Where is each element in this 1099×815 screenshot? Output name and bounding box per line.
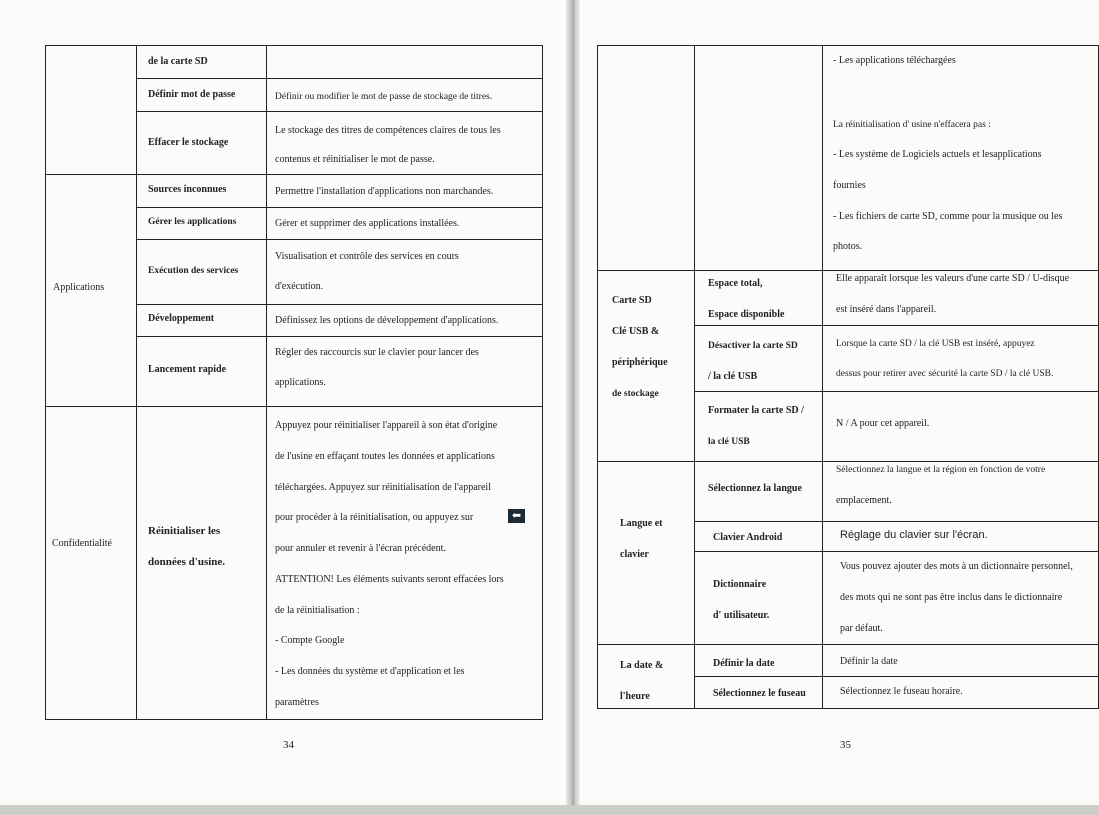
row-label-sources-inconnues: Sources inconnues <box>148 184 227 195</box>
section-label-lheure: l'heure <box>620 691 650 702</box>
row-desc-execution-services-1: Visualisation et contrôle des services en cours <box>275 251 459 262</box>
row-desc-sources-inconnues: Permettre l'installation d'applications non marchandes. <box>275 186 494 197</box>
row-label-definir-date: Définir la date <box>713 658 775 669</box>
section-label-peripherique: périphérique <box>612 357 668 368</box>
reset-desc-line-6: ATTENTION! Les éléments suivants seront effacées lors <box>275 574 504 585</box>
row-desc-definir-mot-de-passe: Définir ou modifier le mot de passe de stockage de titres. <box>275 92 493 102</box>
row-label-espace-disponible: Espace disponible <box>708 309 785 320</box>
section-label-applications: Applications <box>53 282 105 293</box>
row-desc-gerer-applications: Gérer et supprimer des applications installées. <box>275 218 460 229</box>
section-label-clavier: clavier <box>620 549 649 560</box>
row-label-reinitialiser-1: Réinitialiser les <box>148 525 221 537</box>
reset-desc-line-1: Appuyez pour réinitialiser l'appareil à son état d'origine <box>275 420 498 431</box>
section-label-de-stockage: de stockage <box>612 389 659 399</box>
book-gutter <box>566 0 580 815</box>
row-label-selectionnez-langue: Sélectionnez la langue <box>708 483 802 494</box>
reset-desc-line-9: - Les données du système et d'application et les <box>275 666 465 677</box>
row-label-clavier-android: Clavier Android <box>713 532 783 543</box>
section-label-la-date: La date & <box>620 660 664 671</box>
row-desc-developpement: Définissez les options de développement d'applications. <box>275 315 499 326</box>
row-desc-desactiver-1: Lorsque la carte SD / la clé USB est inséré, appuyez <box>836 339 1035 349</box>
reset-desc-line-8: - Compte Google <box>275 635 345 646</box>
row-label-execution-services: Exécution des services <box>148 266 239 276</box>
top-block-line-3: - Les système de Logiciels actuels et lesapplications <box>833 149 1042 160</box>
row-label-definir-mot-de-passe: Définir mot de passe <box>148 89 236 100</box>
section-label-langue-et: Langue et <box>620 518 663 529</box>
row-desc-formater: N / A pour cet appareil. <box>836 418 930 429</box>
row-label-effacer-stockage: Effacer le stockage <box>148 137 229 148</box>
row-desc-effacer-stockage-2: contenus et réinitialiser le mot de passe. <box>275 154 435 165</box>
row-desc-dictionnaire-3: par défaut. <box>840 623 883 634</box>
reset-desc-line-10: paramètres <box>275 697 319 708</box>
reset-desc-line-2: de l'usine en effaçant toutes les données et applications <box>275 451 495 462</box>
row-desc-espace-2: est inséré dans l'appareil. <box>836 304 937 315</box>
top-block-line-2: La réinitialisation d' usine n'effacera pas : <box>833 120 991 130</box>
row-label-dictionnaire-1: Dictionnaire <box>713 579 767 590</box>
row-label-developpement: Développement <box>148 313 215 324</box>
section-label-cle-usb: Clé USB & <box>612 326 660 337</box>
row-label-selectionnez-fuseau: Sélectionnez le fuseau <box>713 688 806 699</box>
page-bottom-edge <box>0 805 1099 815</box>
row-label-lancement-rapide: Lancement rapide <box>148 364 227 375</box>
top-block-line-6: photos. <box>833 241 863 252</box>
row-label-reinitialiser-2: données d'usine. <box>148 556 226 568</box>
row-label-formater-2: la clé USB <box>708 437 750 447</box>
row-label-dictionnaire-2: d' utilisateur. <box>713 610 770 621</box>
reset-desc-line-4: pour procéder à la réinitialisation, ou appuyez sur <box>275 512 474 523</box>
back-arrow-icon: ⬅ <box>508 509 525 523</box>
page-number-right: 35 <box>840 739 851 751</box>
top-block-line-1: - Les applications téléchargées <box>833 55 956 66</box>
page-number-left: 34 <box>283 739 294 751</box>
section-label-carte-sd: Carte SD <box>612 295 652 306</box>
reset-desc-line-7: de la réinitialisation : <box>275 605 360 616</box>
row-label-formater-1: Formater la carte SD / <box>708 405 804 416</box>
row-desc-langue-1: Sélectionnez la langue et la région en fonction de votre <box>836 465 1046 475</box>
row-desc-espace-1: Elle apparaît lorsque les valeurs d'une carte SD / U-disque <box>836 273 1070 284</box>
row-label-desactiver-2: / la clé USB <box>708 371 758 382</box>
row-desc-clavier-android: Réglage du clavier sur l'écran. <box>840 529 988 541</box>
row-desc-lancement-rapide-2: applications. <box>275 377 326 388</box>
row-label-carte-sd: de la carte SD <box>148 56 208 67</box>
row-desc-lancement-rapide-1: Régler des raccourcis sur le clavier pour lancer des <box>275 347 479 358</box>
row-label-espace-total: Espace total, <box>708 278 763 289</box>
row-desc-execution-services-2: d'exécution. <box>275 281 324 292</box>
top-block-line-5: - Les fichiers de carte SD, comme pour la musique ou les <box>833 211 1063 222</box>
row-desc-dictionnaire-1: Vous pouvez ajouter des mots à un dictionnaire personnel, <box>840 561 1073 572</box>
row-label-gerer-applications: Gérer les applications <box>148 217 237 227</box>
reset-desc-line-5: pour annuler et revenir à l'écran précédent. <box>275 543 446 554</box>
row-desc-desactiver-2: dessus pour retirer avec sécurité la carte SD / la clé USB. <box>836 369 1054 379</box>
reset-desc-line-3: téléchargées. Appuyez sur réinitialisation de l'appareil <box>275 482 491 493</box>
top-block-line-4: fournies <box>833 180 866 191</box>
row-desc-fuseau: Sélectionnez le fuseau horaire. <box>840 686 963 697</box>
row-desc-langue-2: emplacement. <box>836 495 892 506</box>
section-label-confidentialite: Confidentialité <box>52 538 112 549</box>
row-desc-effacer-stockage-1: Le stockage des titres de compétences claires de tous les <box>275 125 501 136</box>
row-desc-definir-date: Définir la date <box>840 656 898 667</box>
row-label-desactiver-1: Désactiver la carte SD <box>708 341 798 351</box>
row-desc-dictionnaire-2: des mots qui ne sont pas être inclus dans le dictionnaire <box>840 592 1063 603</box>
